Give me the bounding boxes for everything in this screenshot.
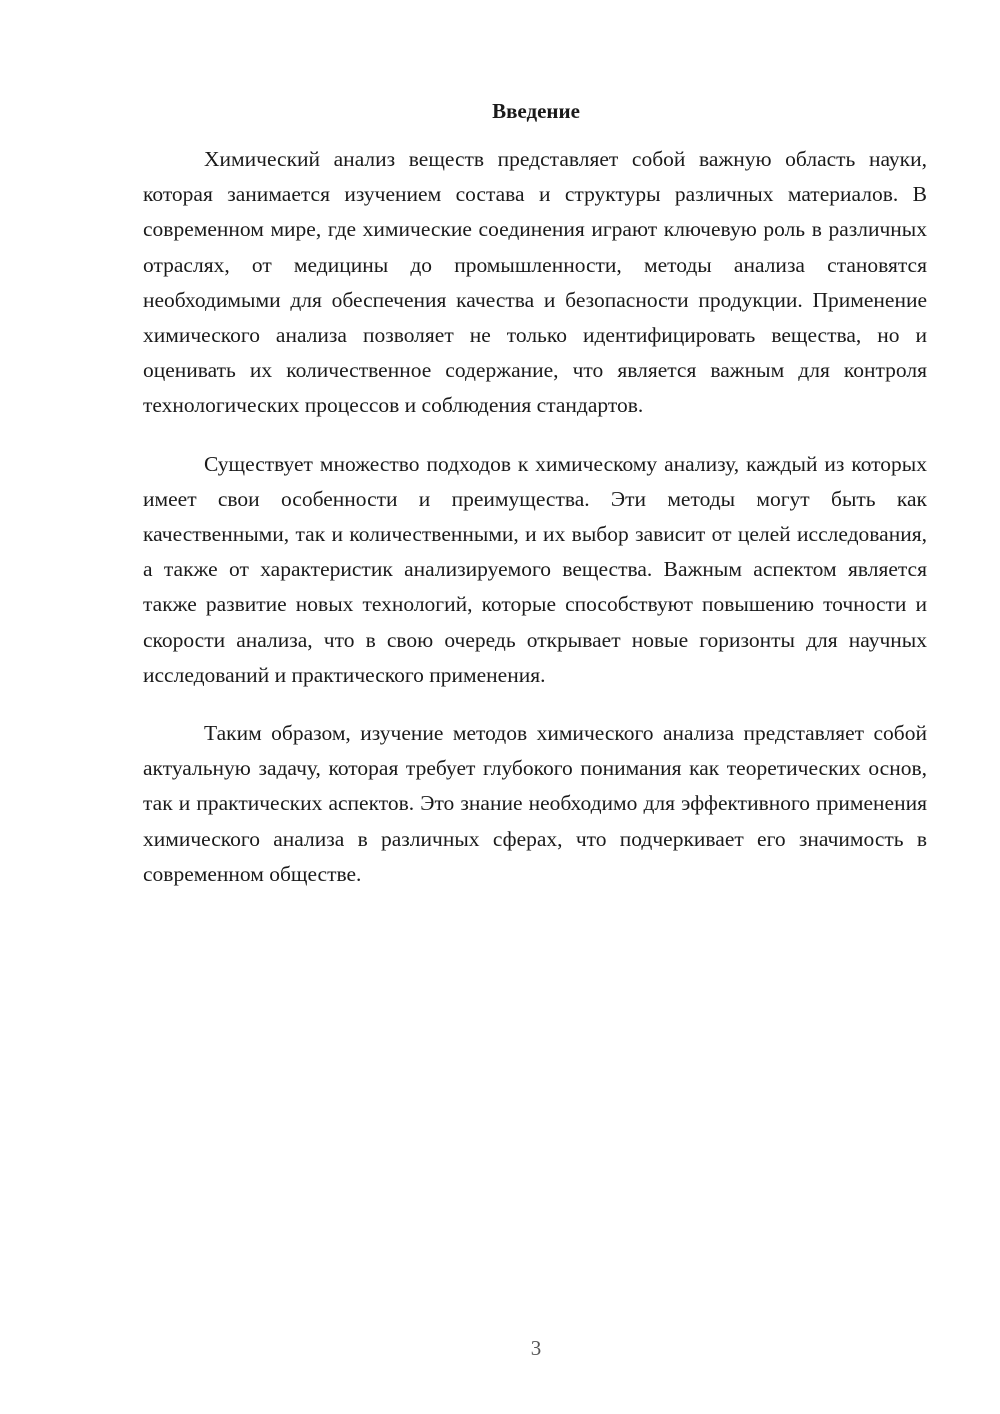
body-text: [143, 142, 927, 892]
paragraph-2: Существует множество подходов к химическому анализу, каждый из которых имеет свои особенности и преимущества. Эти методы могут быть как качественными, так и количественными, и их выбор зависит от целей исследования, а также от характеристик анализируемого вещества. Важным аспектом является также развитие новых технологий, которые способствуют повышению точности и скорости анализа, что в свою очередь открывает новые горизонты для научных исследований и практического применения.: [143, 451, 927, 687]
paragraph-1: Химический анализ веществ представляет собой важную область науки, которая занимается изучением состава и структуры различных материалов. В современном мире, где химические соединения играют ключевую роль в различных отраслях, от медицины до промышленности, методы анализа становятся необходимыми для обеспечения качества и безопасности продукции. Применение химического анализа позволяет не только идентифицировать вещества, но и оценивать их количественное содержание, что является важным для контроля технологических процессов и соблюдения стандартов.: [143, 147, 927, 418]
paragraph-3: Таким образом, изучение методов химического анализа представляет собой актуальную задачу, которая требует глубокого понимания как теоретических основ, так и практических аспектов. Это знание необходимо для эффективного применения химического анализа в различных сферах, что подчеркивает его значимость в современном обществе.: [143, 721, 927, 886]
section-title: Введение: [492, 99, 580, 123]
page-number: 3: [530, 1336, 542, 1360]
